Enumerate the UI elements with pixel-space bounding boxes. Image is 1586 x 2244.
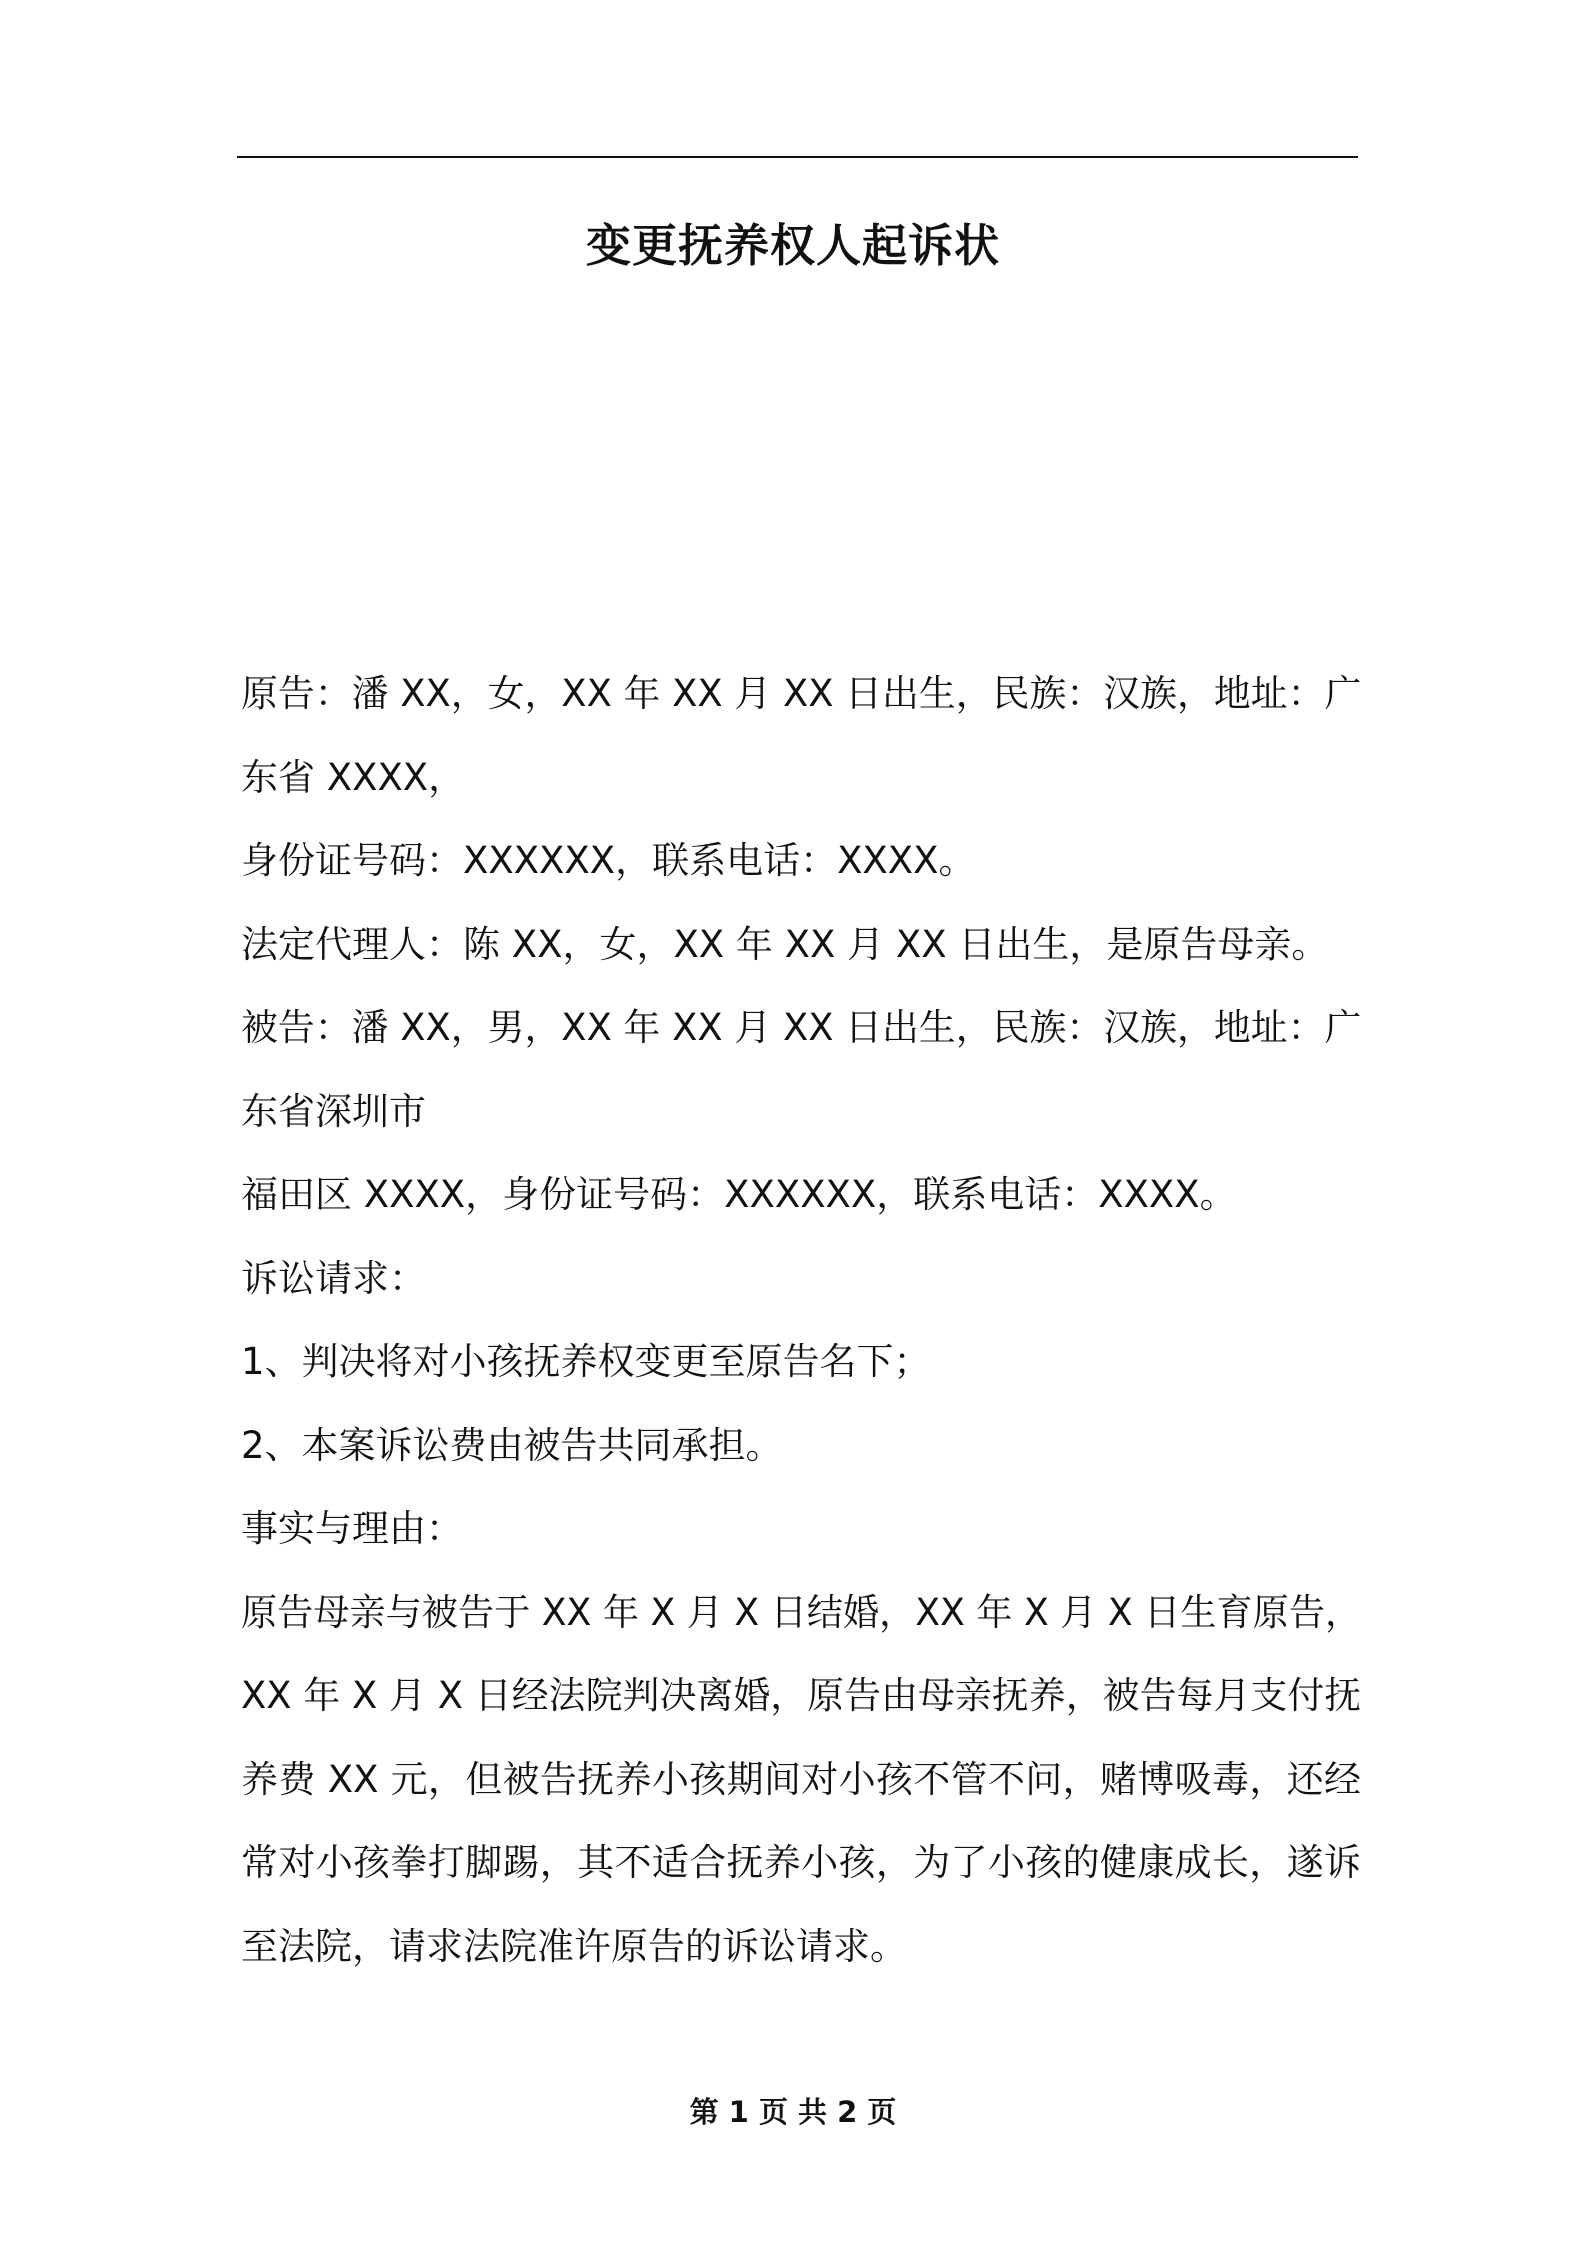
header-rule	[237, 156, 1358, 158]
body-line: 事实与理由：	[241, 1507, 463, 1550]
body-line: 至法院，请求法院准许原告的诉讼请求。	[241, 1924, 907, 1968]
body-line: XX 年 X 月 X 日经法院判决离婚，原告由母亲抚养，被告每月支付抚	[241, 1674, 1362, 1717]
body-line: 诉讼请求：	[241, 1256, 426, 1300]
body-line: 东省深圳市	[241, 1089, 426, 1133]
body-line: 东省 XXXX，	[241, 755, 466, 799]
body-line: 原告：潘 XX，女，XX 年 XX 月 XX 日出生，民族：汉族，地址：广	[241, 672, 1362, 715]
body-line: 原告母亲与被告于 XX 年 X 月 X 日结婚，XX 年 X 月 X 日生育原告，	[241, 1590, 1362, 1634]
body-line: 法定代理人：陈 XX，女，XX 年 XX 月 XX 日出生，是原告母亲。	[241, 922, 1329, 966]
document-title: 变更抚养权人起诉状	[585, 219, 1000, 272]
page-footer: 第 1 页 共 2 页	[689, 2095, 897, 2129]
body-line: 被告：潘 XX，男，XX 年 XX 月 XX 日出生，民族：汉族，地址：广	[241, 1006, 1362, 1049]
body-line: 2、本案诉讼费由被告共同承担。	[241, 1423, 783, 1467]
body-line: 身份证号码：XXXXXX，联系电话：XXXX。	[241, 839, 976, 882]
body-line: 常对小孩拳打脚踢，其不适合抚养小孩，为了小孩的健康成长，遂诉	[241, 1841, 1361, 1884]
body-line: 1、判决将对小孩抚养权变更至原告名下；	[241, 1340, 931, 1383]
body-line: 养费 XX 元，但被告抚养小孩期间对小孩不管不问，赌博吸毒，还经	[241, 1757, 1361, 1801]
document-body	[241, 652, 1361, 1988]
body-line: 福田区 XXXX，身份证号码：XXXXXX，联系电话：XXXX。	[241, 1173, 1237, 1216]
